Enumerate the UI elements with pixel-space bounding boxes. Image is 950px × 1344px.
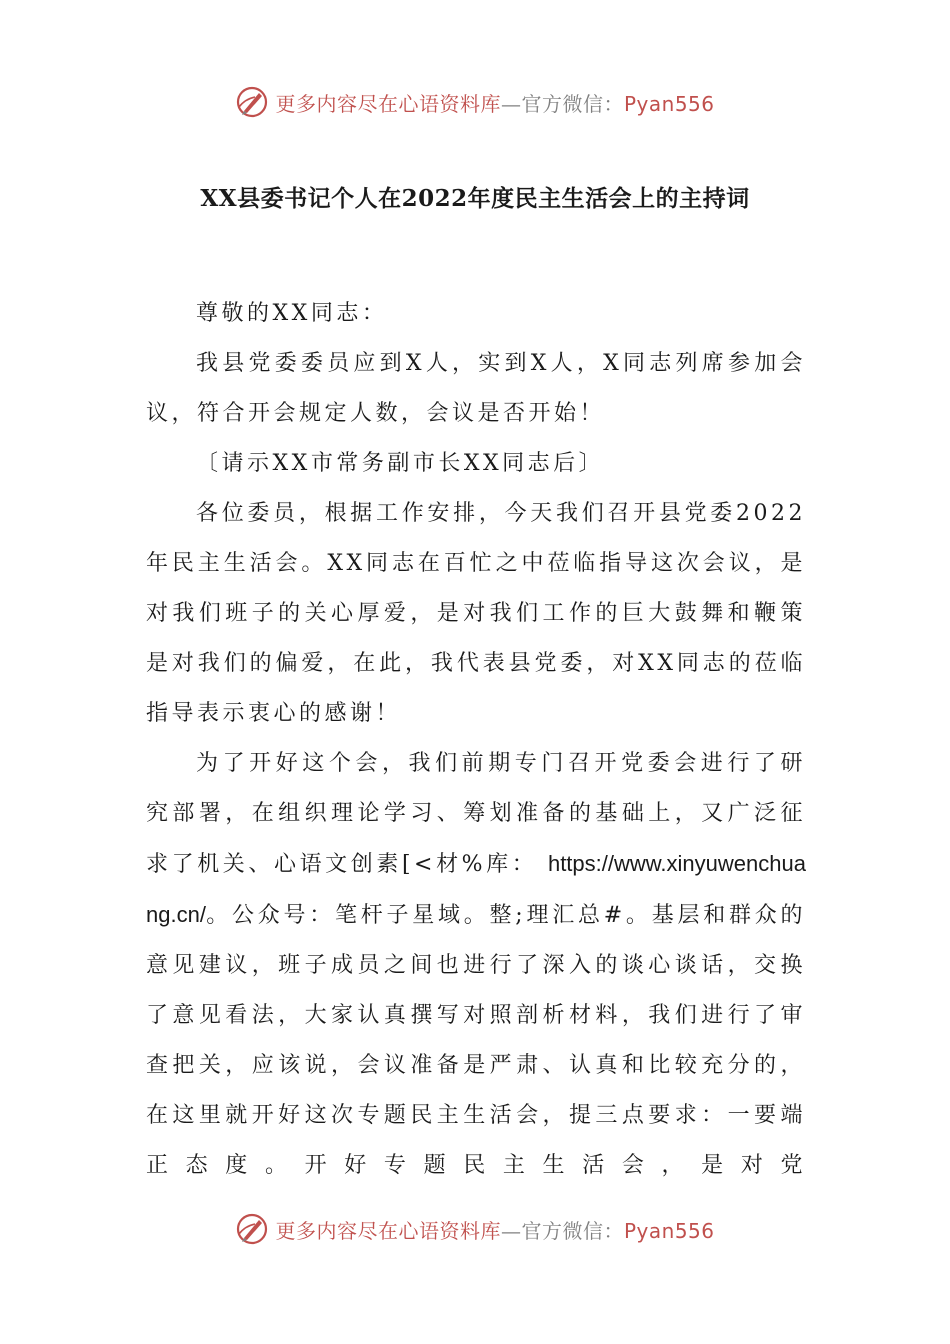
banner-official-text: 官方微信： [521,91,624,116]
banner-text [275,1215,714,1244]
banner-text [275,88,714,117]
document-title: XX县委书记个人在2022年度民主生活会上的主持词 [200,185,750,212]
banner-main-text: 更多内容尽在心语资料库 [275,91,501,116]
pen-circle-logo-icon [235,1212,269,1246]
paragraph-preparation-lead: 为了开好这个会，我们前期专门召开党委会进行了研究部署，在组织理论学习、筹划准备的基础上，又广泛征求了机关、心语文创素[<材%库： [146,751,806,877]
banner-dash: — [500,91,522,116]
pen-circle-logo-icon [235,85,269,119]
banner-dash: — [500,1218,522,1243]
banner-wechat-id: Pyan556 [623,91,715,116]
paragraph-request: 〔请示XX市常务副市长XX同志后〕 [196,451,605,476]
banner-main-text: 更多内容尽在心语资料库 [275,1218,501,1243]
document-body [146,289,806,1191]
banner-wechat-id: Pyan556 [623,1218,715,1243]
paragraph-salutation: 尊敬的XX同志： [196,301,388,326]
header-banner [0,80,950,124]
paragraph-attendance: 我县党委委员应到X人，实到X人，X同志列席参加会议，符合开会规定人数，会议是否开始！ [146,351,806,426]
paragraph-welcome: 各位委员，根据工作安排，今天我们召开县党委2022年民主生活会。XX同志在百忙之中莅临指导这次会议，是对我们班子的关心厚爱，是对我们工作的巨大鼓舞和鞭策是对我们的偏爱，在此，我代表县党委，对XX同志的莅临指导表示衷心的感谢！ [146,501,806,726]
source-url-text: https://www.xinyuwenchuang.cn/ [146,851,806,927]
paragraph-preparation-rest: 。公众号：笔杆子星域。整;理汇总#。基层和群众的意见建议，班子成员之间也进行了深入的谈心谈话，交换了意见看法，大家认真撰写对照剖析材料，我们进行了审查把关，应该说，会议准备是严肃、认真和比较充分的，在这里就开好这次专题民主生活会，提三点要求：一要端正态度。开好专题民主生活会，是对党 [146,903,806,1178]
footer-banner [0,1207,950,1251]
banner-official-text: 官方微信： [521,1218,624,1243]
paragraph-preparation [146,739,806,1191]
